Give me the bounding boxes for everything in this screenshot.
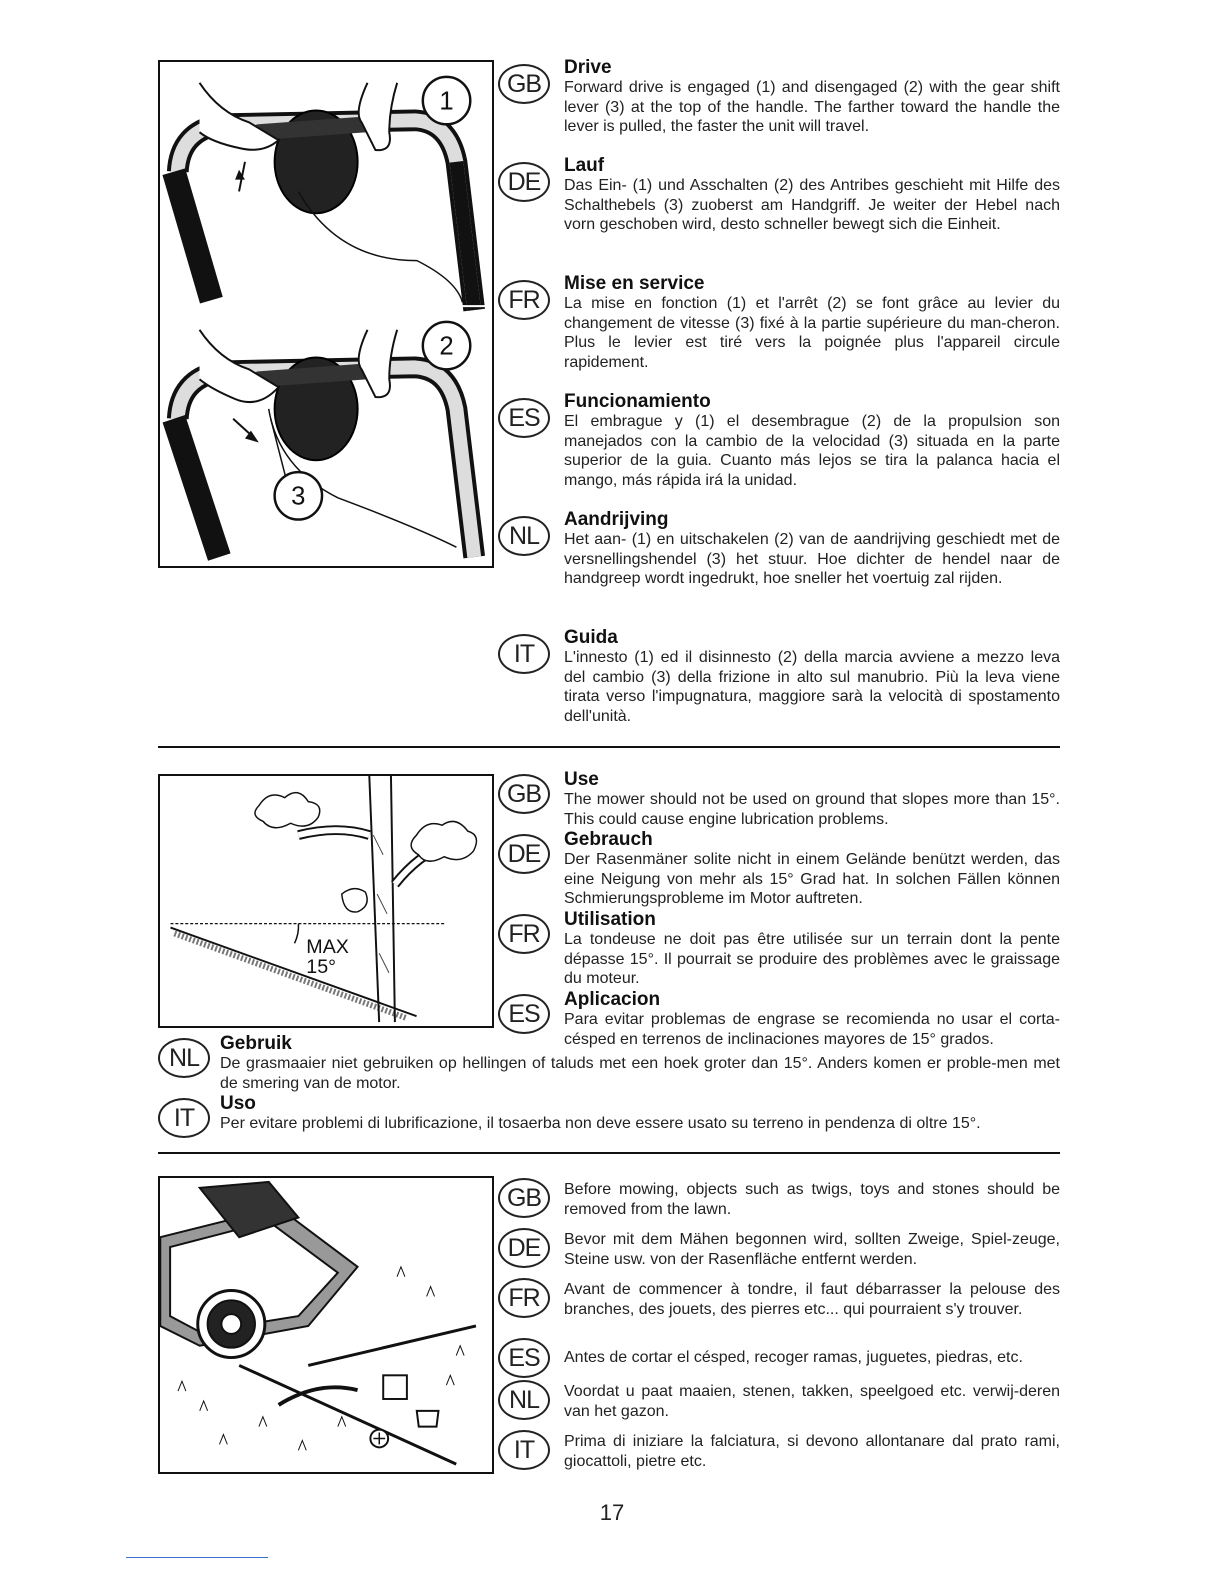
section-divider [158,1152,1060,1154]
lang-badge-nl: NL [158,1038,210,1078]
section-text: Bevor mit dem Mähen begonnen wird, sollten Zweige, Spiel-zeuge, Steine usw. von der Rasenfläche entfernt werden. [564,1231,1060,1268]
max-label: MAX [306,936,349,959]
slope-limit-illustration [158,774,494,1028]
section-divider [158,746,1060,748]
section-text: Per evitare problemi di lubrificazione, il tosaerba non deve essere usato su terreno in pendenza di oltre 15°. [220,1115,981,1132]
section-heading: Drive [564,57,612,78]
section-text: Antes de cortar el césped, recoger ramas, juguetes, piedras, etc. [564,1349,1023,1366]
lang-badge-de: DE [498,162,550,202]
section-text: Der Rasenmäner solite nicht in einem Gelände benützt werden, das eine Neigung von mehr als 15° Grad hat. In solchen Fällen können Schmierungsprobleme im Motor auftreten. [564,851,1060,907]
lang-badge-es: ES [498,398,550,438]
section-heading: Lauf [564,155,605,176]
angle-label: 15° [306,955,337,978]
lang-badge-gb: GB [498,1178,550,1218]
page-number: 17 [599,1500,625,1525]
section-heading: Gebruik [220,1033,292,1054]
section-text: Voordat u paat maaien, stenen, takken, speelgoed etc. verwij-deren van het gazon. [564,1383,1060,1420]
section-text: La mise en fonction (1) et l'arrêt (2) se font grâce au levier du changement de vitesse (3) fixé à la partie supérieure du man-cheron. Plus le levier est tiré vers la poignée plus l'appareil circule rapidement. [564,295,1060,371]
section-text: De grasmaaier niet gebruiken op hellingen of taluds met een hoek groter dan 15°. Anders komen er proble-men met de smering van de motor. [220,1055,1060,1092]
section-text: The mower should not be used on ground that slopes more than 15°. This could cause engine lubrication problems. [564,791,1060,828]
lang-badge-es: ES [498,1338,550,1378]
drive-lever-illustration [158,60,494,568]
section-heading: Guida [564,627,618,648]
lang-badge-nl: NL [498,516,550,556]
section-text: Forward drive is engaged (1) and disengaged (2) with the gear shift lever (3) at the top of the handle. The farther toward the handle the lever is pulled, the faster the unit will travel. [564,79,1060,135]
section-text: Prima di iniziare la falciatura, si devono allontanare dal prato rami, giocattoli, pietre etc. [564,1433,1060,1470]
callout-3: 3 [291,482,306,511]
footer-rule [126,1557,268,1558]
section-text: Das Ein- (1) und Asschalten (2) des Antribes geschieht mit Hilfe des Schalthebels (3) zuoberst am Handgriff. Je weiter der Hebel nach vorn geschoben wird, desto schneller bewegt sich die Einheit. [564,177,1060,233]
section-text: Para evitar problemas de engrase se recomienda no usar el corta-césped en terrenos de inclinaciones mayores de 15° grados. [564,1011,1060,1048]
section-text: La tondeuse ne doit pas être utilisée sur un terrain dont la pente dépasse 15°. Il pourrait se produire des problèmes avec le graissage du moteur. [564,931,1060,987]
lang-badge-fr: FR [498,280,550,320]
lang-badge-es: ES [498,994,550,1034]
lang-badge-de: DE [498,1228,550,1268]
section-text: Het aan- (1) en uitschakelen (2) van de aandrijving geschiedt met de versnellingshendel (3) het stuur. Hoe dichter de hendel naar de handgreep wordt ingedrukt, hoe sneller het voertuig zal rijden. [564,531,1060,587]
lang-badge-it: IT [498,1430,550,1470]
lang-badge-fr: FR [498,914,550,954]
remove-debris-illustration [158,1176,494,1474]
lang-badge-gb: GB [498,774,550,814]
section-heading: Funcionamiento [564,391,711,412]
section-heading: Aplicacion [564,989,661,1010]
lang-badge-nl: NL [498,1380,550,1420]
section-heading: Gebrauch [564,829,653,850]
section-heading: Use [564,769,599,790]
section-text: El embrague y (1) el desembrague (2) de la propulsion son manejados con la cambio de la velocidad (3) situada en la parte superior de la guia. Cuanto más lejos se tira la palanca hacia el mango, más rápida irá la unidad. [564,413,1060,489]
section-text: L'innesto (1) ed il disinnesto (2) della marcia avviene a mezzo leva del cambio (3) della frizione in alto sul manubrio. Più la leva viene tirata verso l'impugnatura, maggiore sarà la velocità di spostamento dell'unità. [564,649,1060,725]
section-heading: Aandrijving [564,509,669,530]
section-heading: Mise en service [564,273,705,294]
section-text: Before mowing, objects such as twigs, toys and stones should be removed from the lawn. [564,1181,1060,1218]
lang-badge-de: DE [498,834,550,874]
lang-badge-gb: GB [498,64,550,104]
section-heading: Utilisation [564,909,656,930]
section-text: Avant de commencer à tondre, il faut débarrasser la pelouse des branches, des jouets, des pierres etc... qui pourraient s'y trouver. [564,1281,1060,1318]
callout-1: 1 [439,87,454,116]
lang-badge-fr: FR [498,1278,550,1318]
lang-badge-it: IT [498,634,550,674]
callout-2: 2 [439,332,454,361]
lang-badge-it: IT [158,1098,210,1138]
section-heading: Uso [220,1093,256,1114]
